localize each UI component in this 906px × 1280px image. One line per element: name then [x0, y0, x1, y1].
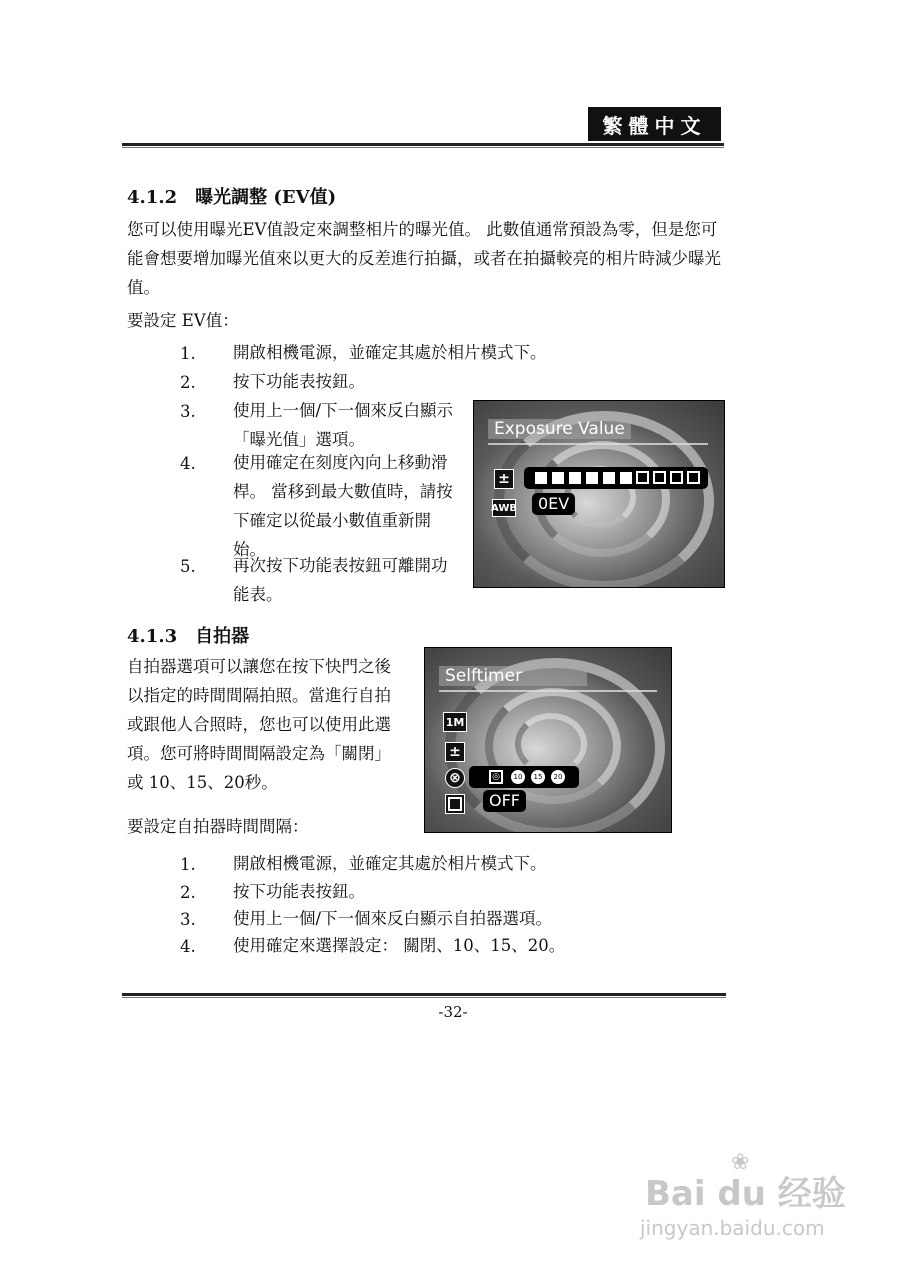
section-412-intro: 您可以使用曝光EV值設定來調整相片的曝光值。 此數值通常預設為零，但是您可能會想要增加曝光值來以更大的反差進行拍攝，或者在拍攝較亮的相片時減少曝光值。	[127, 220, 721, 297]
timer-15-icon: 15	[531, 770, 545, 784]
step-number: 2.	[180, 373, 196, 392]
section-413-intro: 自拍器選項可以讓您在按下快門之後以指定的時間間隔拍照。當進行自拍或跟他人合照時，您也可以使用此選項。您可將時間間隔設定為「關閉」或 10、15、20秒。	[127, 657, 391, 792]
watermark-brand: Bai du 经验	[645, 1174, 846, 1214]
ev-icon: ±	[445, 742, 465, 762]
step-text: 使用確定來選擇設定： 關閉、10、15、20。	[233, 936, 566, 955]
resolution-icon: 1M	[443, 712, 467, 732]
step-number: 5.	[180, 557, 196, 576]
watermark-url: jingyan.baidu.com	[640, 1216, 825, 1240]
ev-slider	[524, 467, 708, 489]
ev-value: 0EV	[532, 493, 575, 515]
ev-cell-empty	[670, 471, 683, 484]
timer-10-icon: 10	[511, 770, 525, 784]
ev-icon: ±	[494, 469, 514, 489]
menu-title: Exposure Value	[488, 419, 631, 439]
section-heading-412: 4.1.2 曝光調整 (EV值)	[127, 187, 337, 208]
step-text: 使用上一個/下一個來反白顯示自拍器選項。	[233, 909, 553, 928]
step-number: 3.	[180, 402, 196, 421]
section-heading-413: 4.1.3 自拍器	[127, 626, 250, 647]
frame-icon	[445, 794, 465, 814]
selftimer-options	[469, 766, 579, 788]
step-number: 1.	[180, 344, 196, 363]
section-413-to-set: 要設定自拍器時間間隔：	[127, 817, 309, 836]
step-number: 4.	[180, 937, 196, 956]
step-number: 1.	[180, 855, 196, 874]
step-text: 使用上一個/下一個來反白顯示「曝光值」選項。	[233, 401, 454, 449]
paw-icon: ❀	[731, 1150, 750, 1175]
ev-cell-filled	[551, 471, 565, 485]
exposure-value-screenshot	[473, 400, 725, 588]
language-tab: 繁體中文	[588, 107, 721, 141]
step-text: 開啟相機電源，並確定其處於相片模式下。	[233, 343, 547, 362]
ev-cell-filled	[534, 471, 548, 485]
step-number: 2.	[180, 883, 196, 902]
header-rule-thin	[122, 147, 724, 148]
header-rule	[122, 143, 724, 146]
ev-cell-empty	[653, 471, 666, 484]
step-text: 按下功能表按鈕。	[233, 372, 365, 391]
awb-icon: AWB	[492, 499, 516, 517]
step-text: 使用確定在刻度內向上移動滑桿。 當移到最大數值時，請按下確定以從最小數值重新開始。	[233, 453, 453, 559]
step-number: 4.	[180, 454, 196, 473]
selftimer-screenshot	[424, 647, 672, 833]
baidu-watermark	[645, 1150, 855, 1214]
footer-rule	[122, 993, 726, 996]
step-number: 3.	[180, 910, 196, 929]
step-text: 開啟相機電源，並確定其處於相片模式下。	[233, 854, 547, 873]
selftimer-icon: ⊗	[445, 768, 465, 788]
timer-off-icon: ◎	[489, 770, 503, 784]
ev-cell-filled	[568, 471, 582, 485]
selftimer-value: OFF	[483, 790, 526, 812]
timer-20-icon: 20	[551, 770, 565, 784]
menu-underline	[439, 690, 657, 692]
ev-cell-filled	[619, 471, 633, 485]
ev-cell-empty	[687, 471, 700, 484]
step-text: 再次按下功能表按鈕可離開功能表。	[233, 556, 448, 604]
ev-cell-filled	[602, 471, 616, 485]
footer-rule-thin	[122, 997, 726, 998]
menu-title: Selftimer	[439, 666, 587, 686]
ev-cell-filled	[585, 471, 599, 485]
menu-underline	[488, 443, 708, 445]
step-text: 按下功能表按鈕。	[233, 882, 365, 901]
page-number: -32-	[438, 1003, 468, 1021]
section-412-to-set: 要設定 EV值：	[127, 311, 239, 330]
ev-cell-empty	[636, 471, 649, 484]
frame-square	[448, 797, 462, 811]
